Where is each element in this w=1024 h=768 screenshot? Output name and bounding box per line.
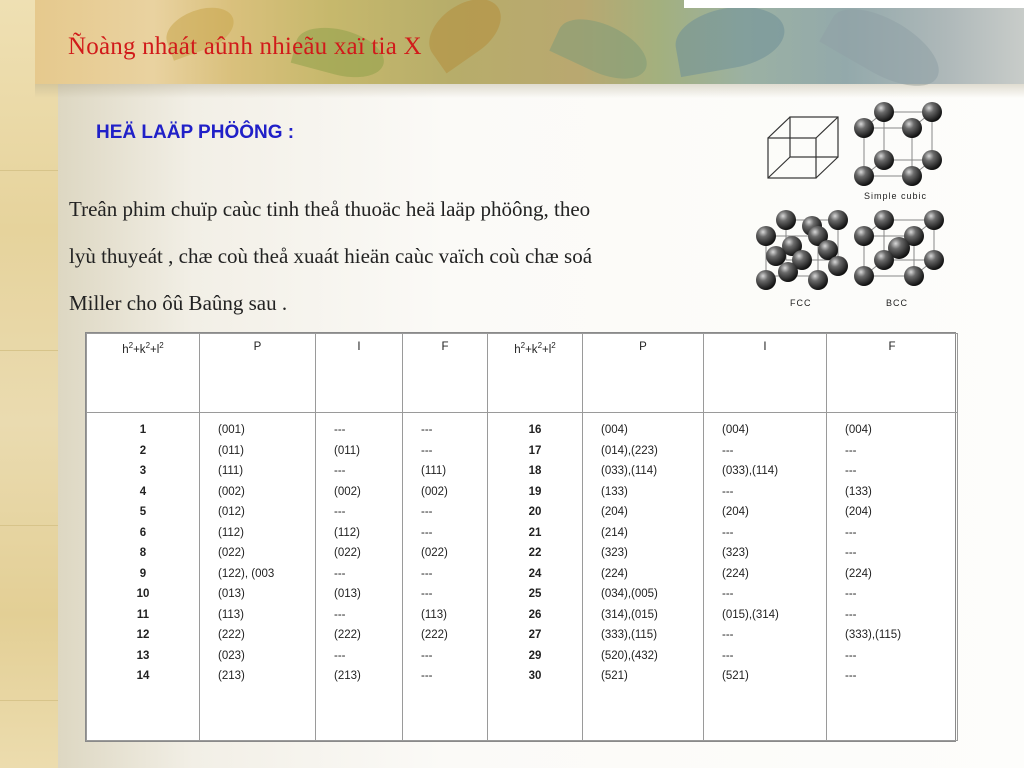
table-cell: --- bbox=[421, 526, 433, 539]
table-cell: 2 bbox=[139, 444, 147, 457]
table-cell: (323) bbox=[722, 547, 749, 559]
fcc-model bbox=[756, 210, 848, 290]
bcc-model bbox=[854, 210, 944, 286]
table-cell: (323) bbox=[601, 547, 628, 559]
table-cell: 10 bbox=[136, 588, 150, 600]
table-cell: 12 bbox=[136, 629, 150, 641]
table-cell: (204) bbox=[845, 506, 872, 518]
table-cell: --- bbox=[421, 649, 433, 662]
table-cell: (013) bbox=[334, 588, 361, 600]
primitive-column bbox=[583, 413, 704, 741]
paragraph-line: Miller cho ôû Baûng sau . bbox=[69, 291, 288, 315]
table-cell: (214) bbox=[601, 526, 628, 539]
table-cell: (004) bbox=[845, 424, 872, 436]
table-cell: (521) bbox=[601, 670, 628, 682]
column-header-f: F bbox=[827, 334, 958, 413]
table-cell: 29 bbox=[528, 649, 542, 662]
table-cell: --- bbox=[421, 444, 433, 457]
miller-index-table bbox=[85, 332, 956, 742]
table-cell: (224) bbox=[722, 567, 749, 580]
simple-cubic-label: Simple cubic bbox=[864, 191, 928, 201]
table-cell: --- bbox=[845, 547, 857, 559]
slide-title: Ñoàng nhaát aûnh nhieãu xaï tia X bbox=[68, 33, 422, 60]
table-cell: (204) bbox=[601, 506, 628, 518]
left-decorative-strip bbox=[0, 0, 58, 768]
bcc-label: BCC bbox=[886, 298, 909, 308]
table-cell: --- bbox=[421, 506, 433, 518]
table-cell: --- bbox=[334, 649, 346, 662]
simple-cubic-model bbox=[854, 102, 942, 186]
paragraph-line: Treân phim chuïp caùc tinh theå thuoäc heä laäp phöông, theo bbox=[69, 197, 591, 221]
table-cell: (002) bbox=[421, 485, 448, 498]
table-cell: 24 bbox=[528, 567, 542, 580]
face-centered-column bbox=[403, 413, 488, 741]
table-cell: 25 bbox=[528, 588, 542, 600]
table-cell: --- bbox=[722, 444, 734, 457]
table-cell: 17 bbox=[528, 444, 542, 457]
table-cell: (033),(114) bbox=[722, 465, 779, 477]
table-cell: --- bbox=[722, 588, 734, 600]
table-cell: (213) bbox=[218, 670, 245, 682]
wireframe-cube bbox=[768, 117, 838, 178]
table-cell: 9 bbox=[139, 567, 147, 580]
table-cell: --- bbox=[421, 670, 433, 682]
table-cell: --- bbox=[334, 608, 346, 621]
table-cell: 21 bbox=[528, 526, 542, 539]
table-cell: --- bbox=[722, 649, 734, 662]
table-cell: (001) bbox=[218, 424, 245, 436]
primitive-column bbox=[200, 413, 316, 741]
table-cell: --- bbox=[421, 424, 433, 436]
table-cell: (014),(223) bbox=[601, 444, 658, 457]
table-cell: (004) bbox=[601, 424, 628, 436]
table-cell: 8 bbox=[139, 547, 147, 559]
face-centered-column bbox=[827, 413, 958, 741]
table-cell: (012) bbox=[218, 506, 245, 518]
table-cell: 14 bbox=[136, 670, 150, 682]
hkl-sum-column bbox=[87, 413, 200, 741]
banner-shadow bbox=[35, 84, 1024, 98]
table-cell: --- bbox=[722, 629, 734, 641]
table-cell: (033),(114) bbox=[601, 465, 658, 477]
table-cell: (022) bbox=[218, 547, 245, 559]
table-cell: 5 bbox=[139, 506, 147, 518]
body-centered-column bbox=[316, 413, 403, 741]
table-cell: (022) bbox=[334, 547, 361, 559]
fcc-label: FCC bbox=[790, 298, 812, 308]
table-cell: --- bbox=[421, 567, 433, 580]
table-cell: (002) bbox=[334, 485, 361, 498]
table-cell: (213) bbox=[334, 670, 361, 682]
table-cell: (224) bbox=[601, 567, 628, 580]
column-header-hkl-sum: $h^2+k^2+l^2$ bbox=[87, 334, 200, 413]
table-cell: --- bbox=[845, 608, 857, 621]
table-cell: 3 bbox=[139, 465, 147, 477]
table-cell: --- bbox=[845, 588, 857, 600]
table-cell: --- bbox=[845, 444, 857, 457]
table-cell: (333),(115) bbox=[601, 629, 658, 641]
table-cell: (034),(005) bbox=[601, 588, 658, 600]
table-cell: --- bbox=[334, 567, 346, 580]
table-cell: --- bbox=[421, 588, 433, 600]
column-header-f: F bbox=[403, 334, 488, 413]
column-header-i: I bbox=[316, 334, 403, 413]
lattice-illustration bbox=[752, 100, 972, 314]
table-cell: (013) bbox=[218, 588, 245, 600]
table-cell: 1 bbox=[139, 424, 147, 436]
table-cell: 6 bbox=[139, 526, 147, 539]
table-cell: (113) bbox=[421, 608, 447, 621]
table-cell: (333),(115) bbox=[845, 629, 902, 641]
table-cell: --- bbox=[334, 424, 346, 436]
cubic-lattice-figure bbox=[752, 100, 972, 314]
table-cell: (133) bbox=[601, 485, 628, 498]
column-header-hkl-sum: $h^2+k^2+l^2$ bbox=[488, 334, 583, 413]
table-cell: 27 bbox=[528, 629, 542, 641]
table-cell: (204) bbox=[722, 506, 749, 518]
table-cell: --- bbox=[334, 465, 346, 477]
table-cell: (222) bbox=[421, 629, 448, 641]
table-cell: --- bbox=[722, 526, 734, 539]
table-cell: (004) bbox=[722, 424, 749, 436]
body-centered-column bbox=[704, 413, 827, 741]
table-cell: 30 bbox=[528, 670, 542, 682]
table-cell: 22 bbox=[528, 547, 542, 559]
table-cell: --- bbox=[722, 485, 734, 498]
table-cell: (133) bbox=[845, 485, 872, 498]
section-heading: HEÄ LAÄP PHÖÔNG : bbox=[96, 122, 295, 143]
table-cell: (112) bbox=[334, 526, 360, 539]
table-cell: 16 bbox=[528, 424, 542, 436]
table-cell: (022) bbox=[421, 547, 448, 559]
column-header-p: P bbox=[200, 334, 316, 413]
table-cell: --- bbox=[845, 649, 857, 662]
table-cell: (222) bbox=[334, 629, 361, 641]
table-cell: (015),(314) bbox=[722, 608, 779, 621]
table-cell: 18 bbox=[528, 465, 542, 477]
table-cell: (011) bbox=[334, 444, 360, 457]
table-cell: (521) bbox=[722, 670, 749, 682]
table-cell: (224) bbox=[845, 567, 872, 580]
table-cell: --- bbox=[845, 465, 857, 477]
table-cell: (002) bbox=[218, 485, 245, 498]
banner-corner bbox=[684, 0, 1024, 8]
table-cell: (314),(015) bbox=[601, 608, 658, 621]
intro-paragraph bbox=[69, 186, 749, 327]
column-header-i: I bbox=[704, 334, 827, 413]
table-cell: --- bbox=[334, 506, 346, 518]
column-header-p: P bbox=[583, 334, 704, 413]
table-cell: 20 bbox=[528, 506, 542, 518]
table-cell: (111) bbox=[421, 465, 447, 477]
table-cell: --- bbox=[845, 526, 857, 539]
table-cell: (023) bbox=[218, 649, 245, 662]
hkl-sum-column bbox=[488, 413, 583, 741]
table-cell: 11 bbox=[136, 608, 150, 621]
table-cell: (520),(432) bbox=[601, 649, 658, 662]
table-cell: (113) bbox=[218, 608, 244, 621]
table-cell: 26 bbox=[528, 608, 542, 621]
table-cell: (222) bbox=[218, 629, 245, 641]
table-cell: (112) bbox=[218, 526, 244, 539]
table-header-row bbox=[87, 334, 958, 413]
paragraph-line: lyù thuyeát , chæ coù theå xuaát hieän caùc vaïch coù chæ soá bbox=[69, 244, 593, 268]
table-cell: (122), (003 bbox=[218, 567, 275, 580]
table-cell: (011) bbox=[218, 444, 244, 457]
table-row bbox=[87, 413, 958, 741]
table-cell: 19 bbox=[528, 485, 542, 498]
table-cell: 4 bbox=[139, 485, 147, 498]
table-cell: --- bbox=[845, 670, 857, 682]
table-cell: (111) bbox=[218, 465, 244, 477]
table-cell: 13 bbox=[136, 649, 150, 662]
